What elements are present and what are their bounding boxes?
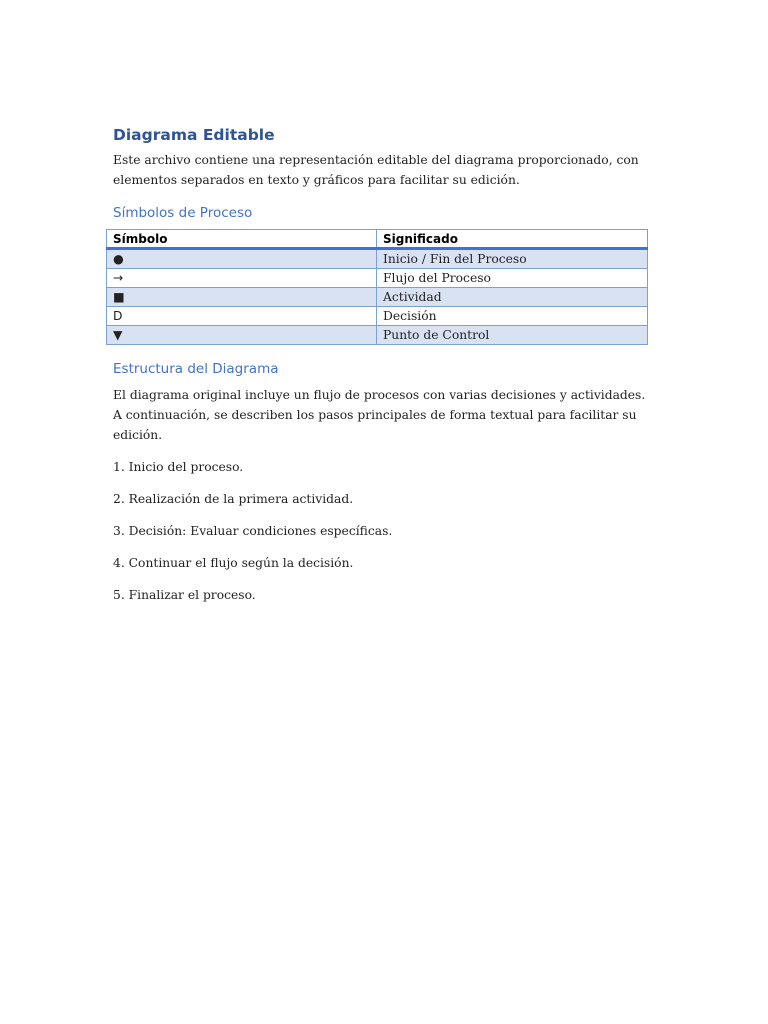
- symbols-heading: Símbolos de Proceso: [113, 205, 253, 221]
- symbol-cell-arrow: →: [107, 269, 377, 288]
- meaning-cell: Decisión: [377, 307, 648, 326]
- meaning-cell: Actividad: [377, 288, 648, 307]
- meaning-cell: Inicio / Fin del Proceso: [377, 249, 648, 269]
- document-title: Diagrama Editable: [113, 126, 275, 144]
- structure-intro-paragraph: El diagrama original incluye un flujo de procesos con varias decisiones y actividades. A continuación, se describen los pasos principales de forma textual para facilitar su edición.: [113, 388, 646, 442]
- symbol-cell-circle: ●: [107, 249, 377, 269]
- symbols-table: [106, 229, 648, 345]
- list-item: 4. Continuar el flujo según la decisión.: [113, 556, 354, 570]
- table-row: [107, 249, 648, 269]
- symbol-cell-decision: D: [107, 307, 377, 326]
- list-item: 5. Finalizar el proceso.: [113, 588, 256, 602]
- meaning-cell: Flujo del Proceso: [377, 269, 648, 288]
- list-item: 2. Realización de la primera actividad.: [113, 492, 354, 506]
- table-row: [107, 288, 648, 307]
- meaning-cell: Punto de Control: [377, 326, 648, 345]
- structure-heading: Estructura del Diagrama: [113, 361, 279, 377]
- table-row: [107, 326, 648, 345]
- list-item: 3. Decisión: Evaluar condiciones específicas.: [113, 524, 393, 538]
- table-row: [107, 307, 648, 326]
- symbol-cell-square: ■: [107, 288, 377, 307]
- list-item: 1. Inicio del proceso.: [113, 460, 244, 474]
- column-header-meaning: Significado: [377, 230, 648, 249]
- table-row: [107, 269, 648, 288]
- column-header-symbol: Símbolo: [107, 230, 377, 249]
- symbols-table-header-row: [107, 230, 648, 249]
- document-body: [113, 124, 653, 617]
- symbol-cell-triangle: ▼: [107, 326, 377, 345]
- intro-paragraph: Este archivo contiene una representación editable del diagrama proporcionado, con elementos separados en texto y gráficos para facilitar su edición.: [113, 153, 639, 187]
